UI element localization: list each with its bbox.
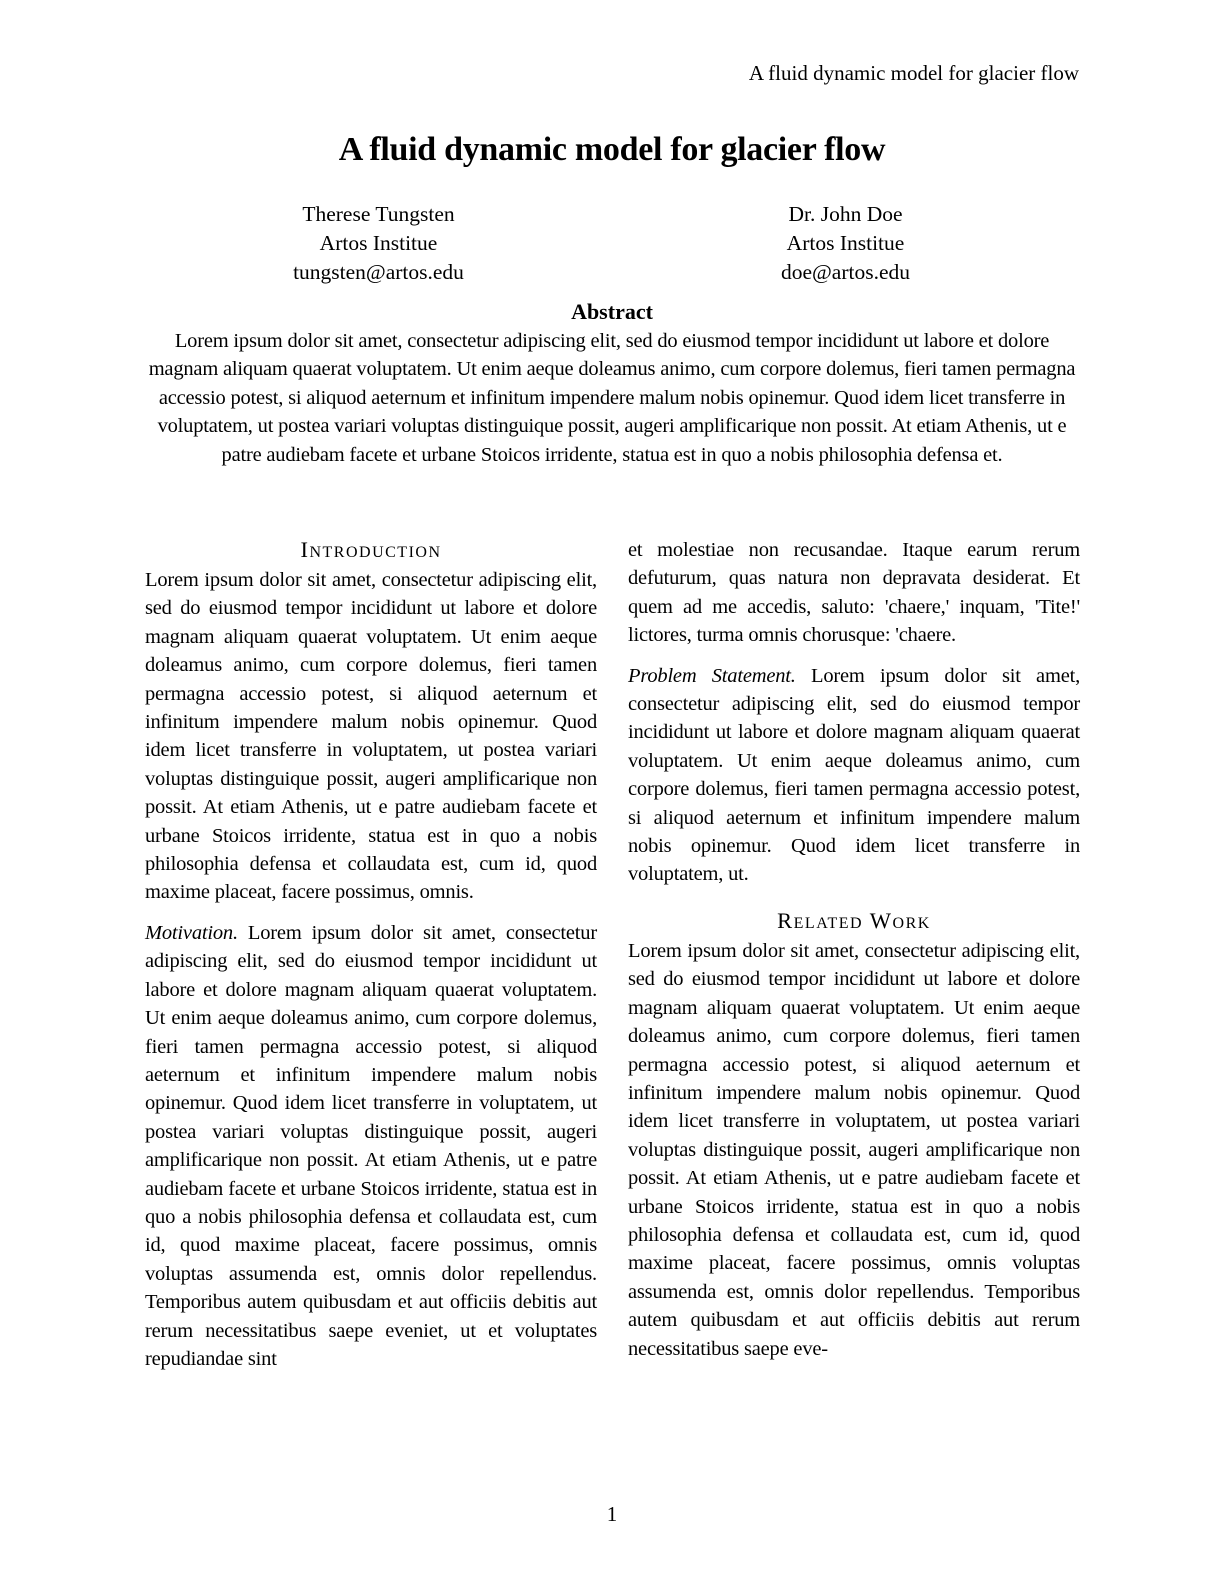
abstract-text: Lorem ipsum dolor sit amet, consectetur adipiscing elit, sed do eiusmod tempor incididunt ut labore et dolore magnam aliquam quaerat voluptatem. Ut enim aeque doleamus animo, cum corpore dolemus, fieri tamen permagna accessio potest, si aliquod aeternum et infinitum impendere malum nobis opinemur. Quod idem licet transferre in voluptatem, ut postea variari voluptas distinguique possit, augeri amplificarique non possit. At etiam Athenis, ut e patre audiebam facete et urbane Stoicos irridente, statua est in quo a nobis philosophia defensa et.	[148, 330, 1076, 466]
right-column	[628, 536, 1080, 1363]
problem-statement-paragraph	[628, 662, 1080, 889]
section-heading-introduction: Introduction	[300, 537, 442, 562]
author-name: Therese Tungsten	[302, 202, 455, 226]
author-affiliation: Artos Institue	[786, 231, 905, 255]
page-number: 1	[606, 1502, 618, 1526]
author-email: tungsten@artos.edu	[293, 260, 464, 284]
author-affiliation: Artos Institue	[319, 231, 438, 255]
problem-statement-text: Lorem ipsum dolor sit amet, consectetur adipiscing elit, sed do eiusmod tempor incididunt ut labore et dolore magnam aliquam quaerat voluptatem. Ut enim aeque doleamus animo, cum corpore dolemus, fieri tamen permagna accessio potest, si aliquod aeternum et infinitum impendere malum nobis opinemur. Quod idem licet transferre in voluptatem, ut.	[628, 664, 1081, 886]
introduction-continuation-paragraph: et molestiae non recusandae. Itaque earum rerum defuturum, quas natura non depravata desiderat. Et quem ad me accedis, saluto: 'chaere,' inquam, 'Tite!' lictores, turma omnis chorusque: 'chaere.	[628, 539, 1080, 647]
author-entry-1	[145, 200, 612, 287]
motivation-paragraph	[145, 919, 597, 1374]
motivation-label: Motivation.	[145, 921, 238, 944]
related-work-paragraph: Lorem ipsum dolor sit amet, consectetur adipiscing elit, sed do eiusmod tempor incididunt ut labore et dolore magnam aliquam quaerat voluptatem. Ut enim aeque doleamus animo, cum corpore dolemus, fieri tamen permagna accessio potest, si aliquod aeternum et infinitum impendere malum nobis opinemur. Quod idem licet transferre in voluptatem, ut postea variari voluptas distinguique possit, augeri amplificarique non possit. At etiam Athenis, ut e patre audiebam facete et urbane Stoicos irridente, statua est in quo a nobis philosophia defensa et collaudata est, cum id, quod maxime placeat, facere possimus, omnis voluptas assumenda est, omnis dolor repellendus. Temporibus autem quibusdam et aut officiis debitis aut rerum necessitatibus saepe eve-	[628, 939, 1080, 1360]
running-header: A fluid dynamic model for glacier flow	[748, 61, 1079, 85]
author-name: Dr. John Doe	[788, 202, 903, 226]
author-block	[145, 200, 1079, 287]
left-column	[145, 536, 597, 1373]
motivation-text: Lorem ipsum dolor sit amet, consectetur adipiscing elit, sed do eiusmod tempor incididunt ut labore et dolore magnam aliquam quaerat voluptatem. Ut enim aeque doleamus animo, cum corpore dolemus, fieri tamen permagna accessio potest, si aliquod aeternum et infinitum impendere malum nobis opinemur. Quod idem licet transferre in voluptatem, ut postea variari voluptas distinguique possit, augeri amplificarique non possit. At etiam Athenis, ut e patre audiebam facete et urbane Stoicos irridente, statua est in quo a nobis philosophia defensa et collaudata est, cum id, quod maxime placeat, facere possimus, omnis voluptas assumenda est, omnis dolor repellendus. Temporibus autem quibusdam et aut officiis debitis aut rerum necessitatibus saepe eveniet, ut et voluptates repudiandae sint	[145, 921, 597, 1370]
introduction-paragraph: Lorem ipsum dolor sit amet, consectetur adipiscing elit, sed do eiusmod tempor incididunt ut labore et dolore magnam aliquam quaerat voluptatem. Ut enim aeque doleamus animo, cum corpore dolemus, fieri tamen permagna accessio potest, si aliquod aeternum et infinitum impendere malum nobis opinemur. Quod idem licet transferre in voluptatem, ut postea variari voluptas distinguique possit, augeri amplificarique non possit. At etiam Athenis, ut e patre audiebam facete et urbane Stoicos irridente, statua est in quo a nobis philosophia defensa et collaudata est, cum id, quod maxime placeat, facere possimus, omnis.	[145, 569, 597, 904]
author-email: doe@artos.edu	[780, 260, 911, 284]
abstract-heading: Abstract	[571, 299, 653, 324]
problem-statement-label: Problem Statement.	[628, 664, 796, 687]
author-entry-2	[612, 200, 1079, 287]
paper-title: A fluid dynamic model for glacier flow	[338, 131, 886, 168]
section-heading-related-work: Related Work	[777, 907, 931, 933]
